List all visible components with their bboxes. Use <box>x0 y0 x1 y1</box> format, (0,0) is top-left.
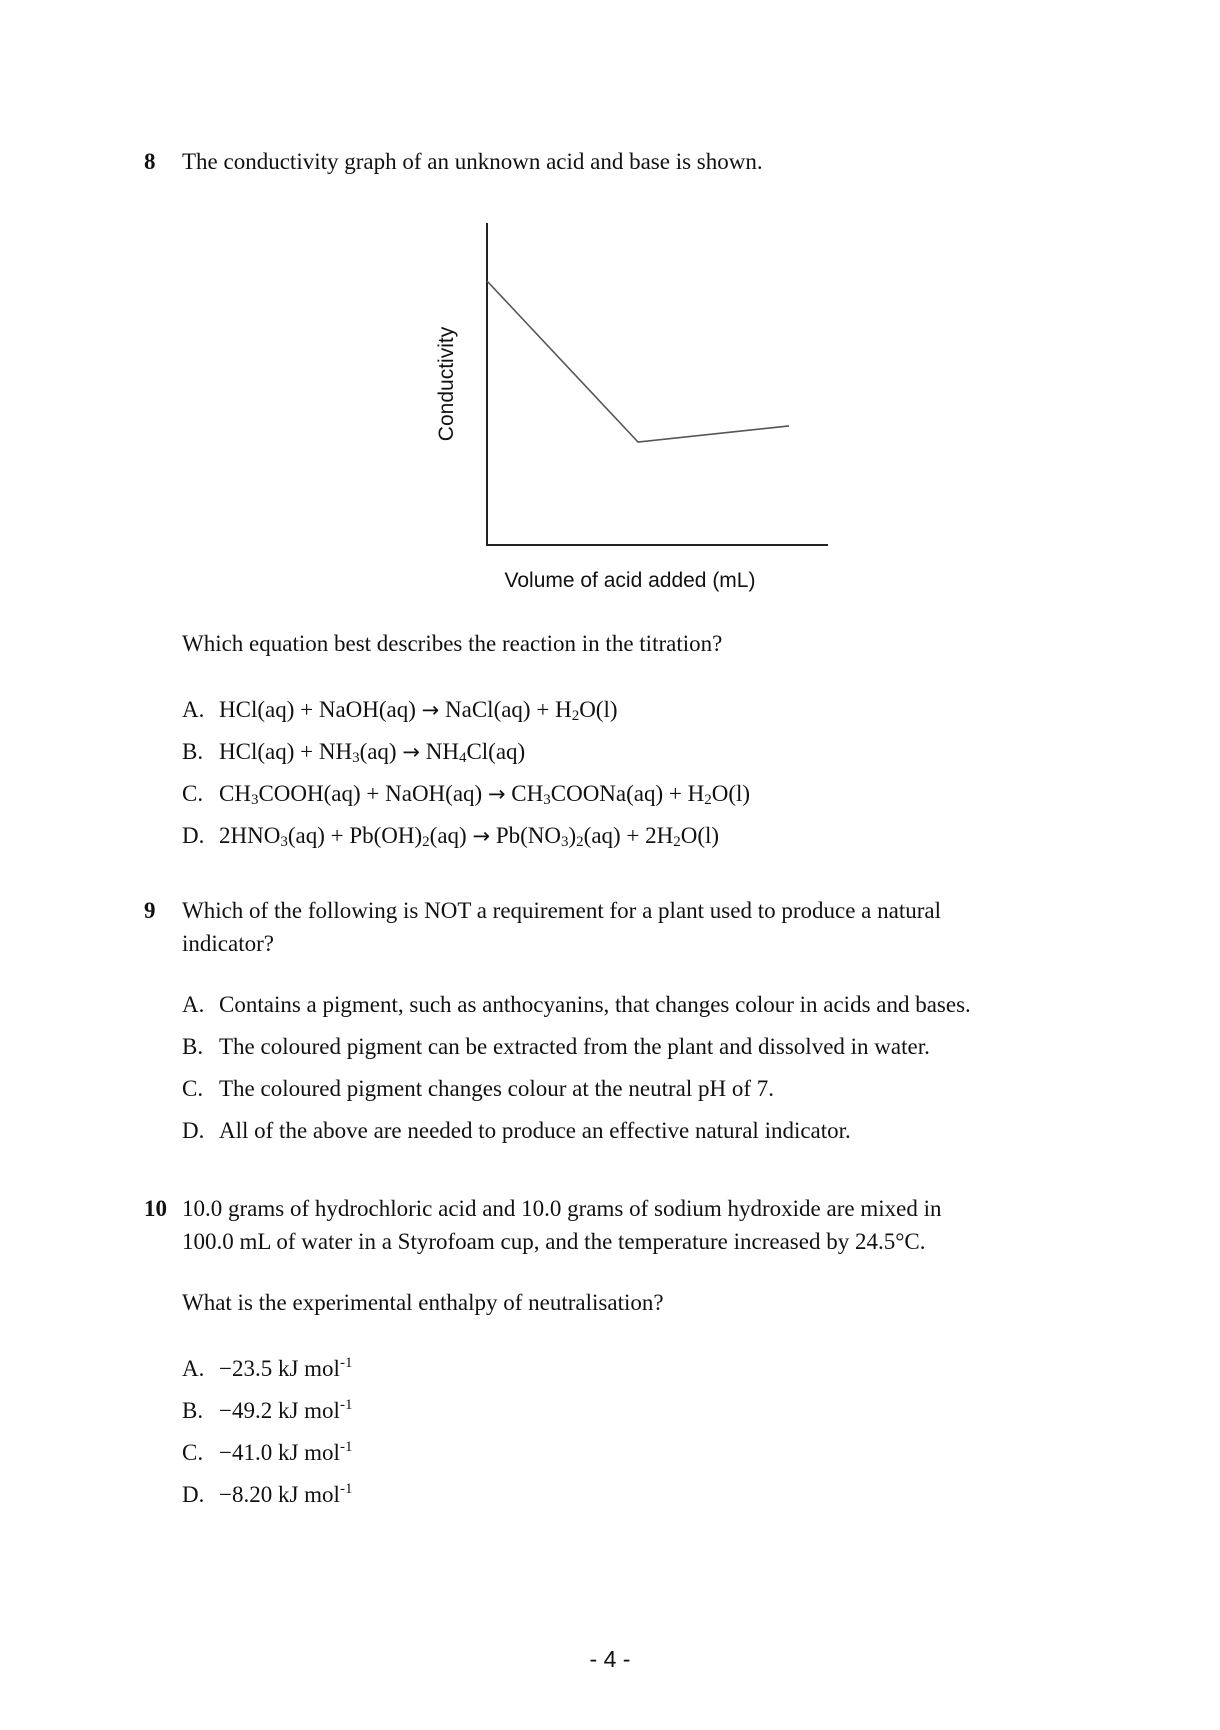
question-prompt: What is the experimental enthalpy of neutralisation? <box>182 1290 664 1315</box>
reaction-arrow: → <box>402 740 420 764</box>
answer-option-b <box>182 1034 930 1060</box>
option-text: Contains a pigment, such as anthocyanins, that changes colour in acids and bases. <box>219 992 971 1017</box>
subscript: 3 <box>543 792 551 808</box>
superscript: -1 <box>339 1439 353 1455</box>
option-letter: C. <box>182 1440 204 1465</box>
question-stem-line-2: 100.0 mL of water in a Styrofoam cup, and the temperature increased by 24.5°C. <box>182 1229 926 1254</box>
x-axis-label: Volume of acid added (mL) <box>504 569 756 592</box>
option-value: −23.5 kJ mol <box>219 1356 340 1381</box>
answer-option-c <box>182 1076 774 1102</box>
equation-text: O(l) <box>579 697 618 722</box>
option-letter: A. <box>182 992 205 1017</box>
equation-text: (aq) <box>359 739 403 764</box>
option-text: The coloured pigment can be extracted from the plant and dissolved in water. <box>219 1034 930 1059</box>
question-number: 8 <box>144 149 156 174</box>
subscript: 2 <box>576 834 584 850</box>
equation-text: ) <box>568 823 577 848</box>
page-number: - 4 - <box>589 1646 631 1672</box>
option-value: −41.0 kJ mol <box>219 1440 340 1465</box>
answer-option-a <box>182 1355 352 1382</box>
superscript: -1 <box>339 1355 353 1371</box>
subscript: 3 <box>280 834 288 850</box>
y-axis-label: Conductivity <box>435 326 458 442</box>
question-stem-line-1: 10.0 grams of hydrochloric acid and 10.0 grams of sodium hydroxide are mixed in <box>182 1196 942 1221</box>
equation-text: 2HNO <box>219 823 281 848</box>
equation-text: Cl(aq) <box>466 739 526 764</box>
equation-text: NaCl(aq) + H <box>439 697 572 722</box>
option-text: The coloured pigment changes colour at the neutral pH of 7. <box>219 1076 775 1101</box>
equation-text: HCl(aq) + NH <box>219 739 353 764</box>
reaction-arrow: → <box>472 824 491 848</box>
subscript: 2 <box>571 708 580 724</box>
option-equation <box>219 823 719 848</box>
question-number: 9 <box>144 898 156 923</box>
conductivity-chart <box>0 0 1220 640</box>
conductivity-series-line <box>487 281 789 442</box>
option-letter: B. <box>182 1398 204 1423</box>
option-letter: C. <box>182 781 204 806</box>
option-letter: A. <box>182 697 205 722</box>
subscript: 3 <box>250 792 259 808</box>
answer-option-d <box>182 1481 352 1508</box>
option-letter: A. <box>182 1356 205 1381</box>
answer-option-c <box>182 781 750 809</box>
equation-text: COONa(aq) + H <box>550 781 705 806</box>
equation-text: O(l) <box>711 781 751 806</box>
answer-option-a <box>182 992 971 1018</box>
option-value: −8.20 kJ mol <box>219 1482 340 1507</box>
question-stem-line-2: indicator? <box>182 931 274 956</box>
option-letter: B. <box>182 739 204 764</box>
option-letter: D. <box>182 1118 205 1143</box>
equation-text: (aq) <box>429 823 473 848</box>
option-letter: D. <box>182 823 205 848</box>
answer-option-b <box>182 1397 352 1424</box>
answer-option-d <box>182 823 719 851</box>
question-number: 10 <box>144 1196 167 1221</box>
equation-text: O(l) <box>680 823 720 848</box>
question-stem: The conductivity graph of an unknown acid and base is shown. <box>182 149 763 174</box>
option-letter: D. <box>182 1482 205 1507</box>
answer-option-a <box>182 697 618 725</box>
subscript: 2 <box>673 834 681 850</box>
option-value: −49.2 kJ mol <box>219 1398 340 1423</box>
subscript: 4 <box>458 750 467 766</box>
option-equation <box>219 697 618 722</box>
subscript: 2 <box>422 834 430 850</box>
subscript: 3 <box>560 834 569 850</box>
superscript: -1 <box>339 1481 353 1497</box>
option-equation <box>219 739 525 764</box>
superscript: -1 <box>339 1397 353 1413</box>
equation-text: Pb(NO <box>490 823 561 848</box>
answer-option-d <box>182 1118 851 1144</box>
equation-text: (aq) + 2H <box>583 823 674 848</box>
option-letter: C. <box>182 1076 204 1101</box>
option-equation <box>219 781 750 806</box>
equation-text: (aq) + Pb(OH) <box>287 823 423 848</box>
equation-text: CH <box>219 781 251 806</box>
answer-option-b <box>182 739 525 767</box>
equation-text: HCl(aq) + NaOH(aq) <box>219 697 422 722</box>
question-stem-line-1: Which of the following is NOT a requirement for a plant used to produce a natural <box>182 898 941 923</box>
answer-option-c <box>182 1439 352 1466</box>
subscript: 2 <box>704 792 712 808</box>
subscript: 3 <box>352 750 360 766</box>
question-prompt: Which equation best describes the reaction in the titration? <box>182 631 723 656</box>
option-letter: B. <box>182 1034 204 1059</box>
option-text: All of the above are needed to produce an effective natural indicator. <box>219 1118 851 1143</box>
reaction-arrow: → <box>421 698 440 722</box>
equation-text: COOH(aq) + NaOH(aq) <box>258 781 488 806</box>
equation-text: CH <box>505 781 544 806</box>
reaction-arrow: → <box>487 782 506 806</box>
equation-text: NH <box>419 739 459 764</box>
